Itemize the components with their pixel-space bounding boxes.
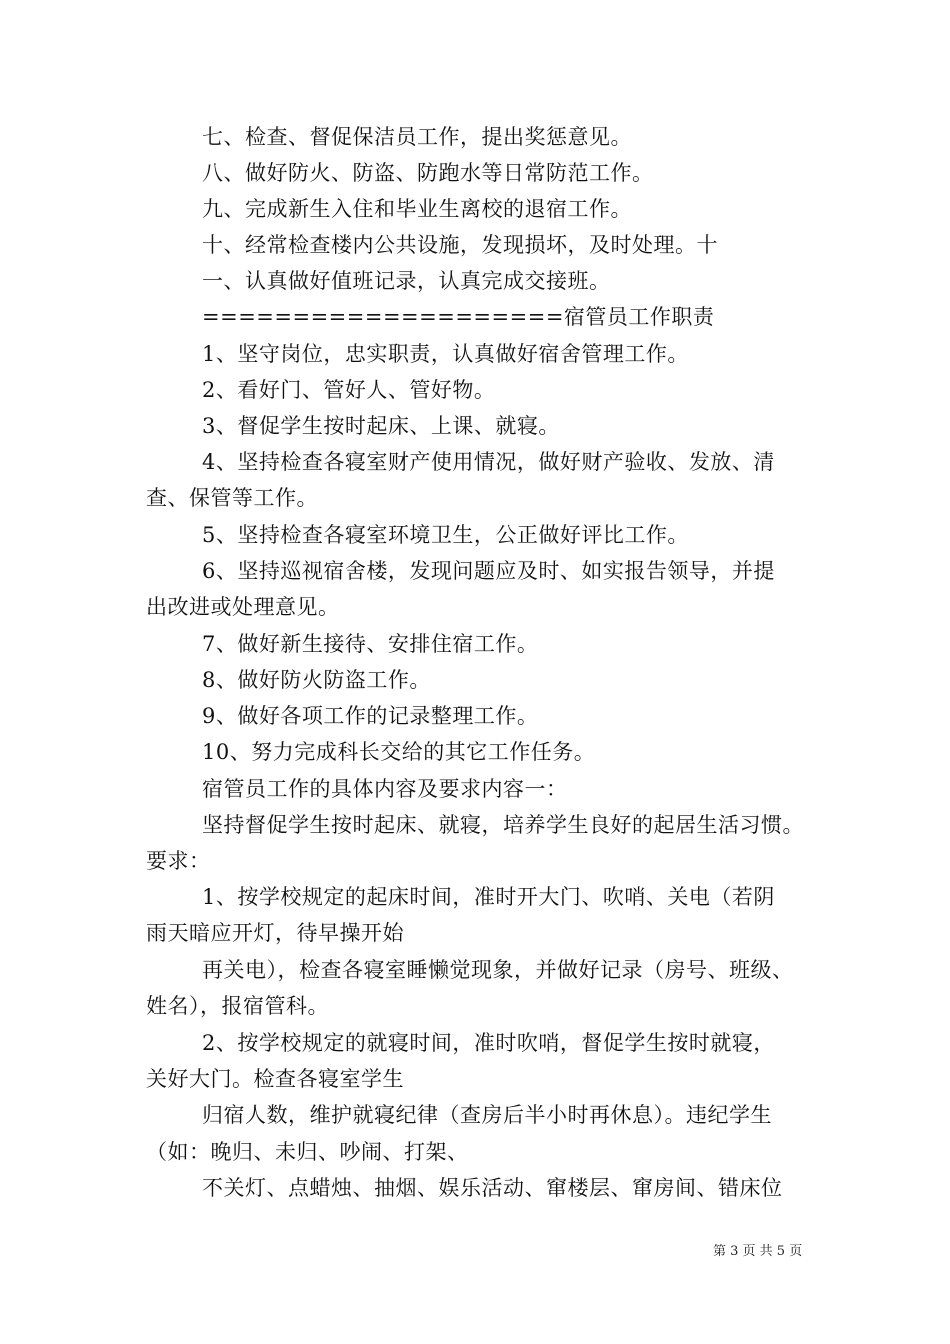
text-line: 9、做好各项工作的记录整理工作。: [202, 704, 539, 728]
text-line: 再关电），检查各寝室睡懒觉现象，并做好记录（房号、班级、: [202, 958, 794, 982]
text-line: 6、坚持巡视宿舍楼，发现问题应及时、如实报告领导，并提: [202, 559, 775, 583]
text-line: （如：晚归、未归、吵闹、打架、: [146, 1140, 469, 1164]
text-line: 出改进或处理意见。: [146, 595, 340, 619]
text-line: 坚持督促学生按时起床、就寝，培养学生良好的起居生活习惯。: [202, 813, 804, 837]
text-line: 要求：: [146, 849, 211, 873]
text-line: 七、检查、督促保洁员工作，提出奖惩意见。: [202, 125, 632, 149]
text-line: 雨天暗应开灯，待早操开始: [146, 921, 404, 945]
text-line: 1、按学校规定的起床时间，准时开大门、吹哨、关电（若阴: [202, 885, 775, 909]
text-line: 2、看好门、管好人、管好物。: [202, 378, 496, 402]
text-line: 1、坚守岗位，忠实职责，认真做好宿舍管理工作。: [202, 342, 689, 366]
text-line: 7、做好新生接待、安排住宿工作。: [202, 632, 539, 656]
text-line: 4、坚持检查各寝室财产使用情况，做好财产验收、发放、清: [202, 450, 775, 474]
text-line: 10、努力完成科长交给的其它工作任务。: [202, 740, 596, 764]
text-line: 2、按学校规定的就寝时间，准时吹哨，督促学生按时就寝，: [202, 1031, 775, 1055]
text-line: 不关灯、点蜡烛、抽烟、娱乐活动、窜楼层、窜房间、错床位: [202, 1176, 783, 1200]
text-line: 姓名），报宿管科。: [146, 994, 329, 1018]
text-line: 5、坚持检查各寝室环境卫生，公正做好评比工作。: [202, 523, 689, 547]
text-line: 归宿人数，维护就寝纪律（查房后半小时再休息）。违纪学生: [202, 1103, 772, 1127]
text-line: 十、经常检查楼内公共设施，发现损坏，及时处理。十: [202, 233, 718, 257]
text-line: 九、完成新生入住和毕业生离校的退宿工作。: [202, 197, 632, 221]
text-line: 关好大门。检查各寝室学生: [146, 1067, 404, 1091]
page-number-footer: 第 3 页 共 5 页: [713, 1244, 803, 1259]
text-line: 宿管员工作的具体内容及要求内容一：: [202, 777, 568, 801]
text-line: 八、做好防火、防盗、防跑水等日常防范工作。: [202, 161, 654, 185]
text-line: 查、保管等工作。: [146, 486, 318, 510]
text-line: 3、督促学生按时起床、上课、就寝。: [202, 414, 560, 438]
section-divider-heading: ====================宿管员工作职责: [202, 305, 715, 329]
text-line: 8、做好防火防盗工作。: [202, 668, 431, 692]
text-line: 一、认真做好值班记录，认真完成交接班。: [202, 269, 611, 293]
